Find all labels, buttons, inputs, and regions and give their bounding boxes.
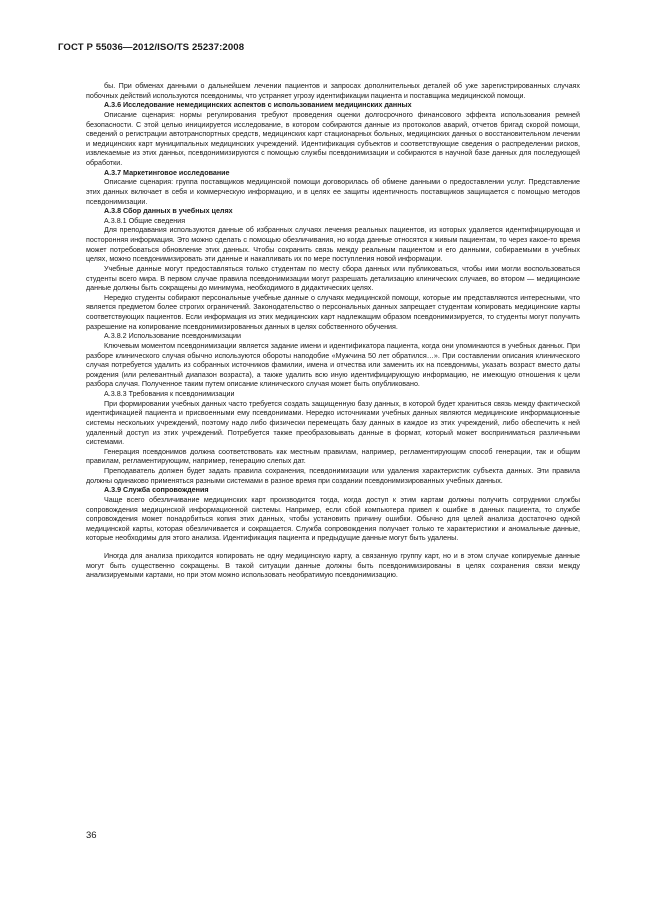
subsection-heading: А.3.8.1 Общие сведения <box>104 216 186 225</box>
paragraph: Учебные данные могут предоставляться только студентам по месту сбора данных или публиковаться, чтобы ими могли воспользоваться студенты всего мира. В первом случае правила псевдонимизации могут разрешать детализацию клинических случаев, во втором — медицинские данные должны быть сокращены до минимума, необходимого в дидактических целях. <box>86 264 580 293</box>
subsection-heading: А.3.8.3 Требования к псевдонимизации <box>104 390 235 398</box>
section-heading: А.3.9 Служба сопровождения <box>104 486 209 495</box>
paragraph: Описание сценария: нормы регулирования требуют проведения оценки долгосрочного финансового эффекта использования ремней безопасности. С этой целью инициируется исследование, в котором собираются данные из протоколов аварий, отчетов бригад скорой помощи, сведений о регистрации автотранспортных средств, медицинских карт стационарных больных, медицинских данных о восстановительном лечении и медицинских карт муниципальных медицинских учреждений. Идентификация субъектов и соответствующие сведения о распределении рисков, извлекаемые из этих данных, псевдонимизируются с помощью службы псевдонимизации и собираются в научной базе данных для последующей обработки. <box>86 110 580 167</box>
paragraph: Ключевым моментом псевдонимизации является задание имени и идентификатора пациента, когда они упоминаются в учебных данных. При разборе клинического случая обычно используются обороты наподобие «Мужчина 50 лет обратился…». При составлении описания клинического случая потребуется удалить из собранных источников фамилии, имена и отчества или заменить их на псевдонимы, указать возраст вместо даты рождения (или релевантный диапазон возраста), а также удалить всю иную идентифицирующую информацию, не имеющую отношения к цели разбора случая. Полученное таким путем описание клинического случая может быть опубликовано. <box>86 341 580 389</box>
section-heading: А.3.6 Исследование немедицинских аспектов с использованием медицинских данных <box>104 101 412 110</box>
paragraph: Генерация псевдонимов должна соответствовать как местным правилам, например, регламентирующим способ генерации, так и общим правилам, регламентирующим, например, генерацию слепых дат. <box>86 447 580 466</box>
subsection-heading: А.3.8.2 Использование псевдонимизации <box>104 332 242 341</box>
paragraph: Чаще всего обезличивание медицинских карт производится тогда, когда доступ к этим картам должны получить сотрудники службы сопровождения медицинской информационной системы. Например, если сбой компьютера привел к ошибке в данных пациента, то службе сопровождения может понадобиться копия этих данных, чтобы установить причину ошибки. Обычно для целей анализа достаточно одной медицинской карты, которая обезличивается и сокращается. Служба сопровождения получает только те характеристики и аномальные данные, которые необходимы для этого анализа. Идентификация пациента и предыдущие данные могут быть удалены. <box>86 495 580 543</box>
paragraph: Преподаватель должен будет задать правила сохранения, псевдонимизации или удаления характеристик субъекта данных. Эти правила должны одинаково применяться разными системами в разное время при создании псевдонимизированных учебных данных. <box>86 467 580 485</box>
document-body <box>86 82 580 581</box>
document-header: ГОСТ Р 55036—2012/ISO/TS 25237:2008 <box>58 42 245 53</box>
section-heading: А.3.8 Сбор данных в учебных целях <box>104 207 233 216</box>
paragraph: Описание сценария: группа поставщиков медицинской помощи договорилась об обмене данными о предоставлении услуг. Представление этих данных включает в себя и коммерческую информацию, и в целях ее защиты идентичность поставщиков защищается с помощью методов псевдонимизации. <box>86 178 580 206</box>
page-number: 36 <box>86 830 97 841</box>
section-heading: А.3.7 Маркетинговое исследование <box>104 168 230 177</box>
paragraph: Для преподавания используются данные об избранных случаях лечения реальных пациентов, из которых удаляется идентифицирующая и посторонняя информация. Это можно сделать с помощью обезличивания, но когда данные относятся к живым пациентам, то через какое-то время может потребоваться обновление этих данных. Чтобы сохранить связь между реальным пациентом и его данными, собираемыми в учебных целях, можно псевдонимизировать эти данные и накапливать их по мере поступления новой информации. <box>86 226 580 264</box>
paragraph: Иногда для анализа приходится копировать не одну медицинскую карту, а связанную группу карт, но и в этом случае копируемые данные могут быть существенно сокращены. В такой ситуации данные должны быть псевдонимизированы в целях сохранения связи между анализируемыми картами, но при этом можно использовать необратимую псевдонимизацию. <box>86 552 580 580</box>
paragraph: Нередко студенты собирают персональные учебные данные о случаях медицинской помощи, которые им представляются интересными, что является предметом более строгих ограничений. Законодательство о персональных данных запрещает студентам копировать медицинские карты соответствующих пациентов. Если информация из этих медицинских карт надлежащим образом псевдонимизируется, то студенты могут получить разрешение на копирование псевдонимизированных данных в целях собственного обучения. <box>86 293 580 331</box>
paragraph: бы. При обменах данными о дальнейшем лечении пациентов и запросах дополнительных деталей об уже зарегистрированных случаях побочных действий используются псевдонимы, что устраняет угрозу идентификации пациента и поставщика медицинской помощи. <box>86 82 580 100</box>
paragraph: При формировании учебных данных часто требуется создать защищенную базу данных, в которой будет храниться связь между фактической идентификацией пациента и присвоенными ему псевдонимами. Нередко источниками учебных данных являются медицинские информационные системы нескольких учреждений, поэтому надо либо физически перемещать базу данных в каждое из этих учреждений, либо обеспечить к ней удаленный доступ из этих учреждений. Потребуется также преобразовывать данные в формат, который может восприниматься различными системами. <box>86 399 580 447</box>
